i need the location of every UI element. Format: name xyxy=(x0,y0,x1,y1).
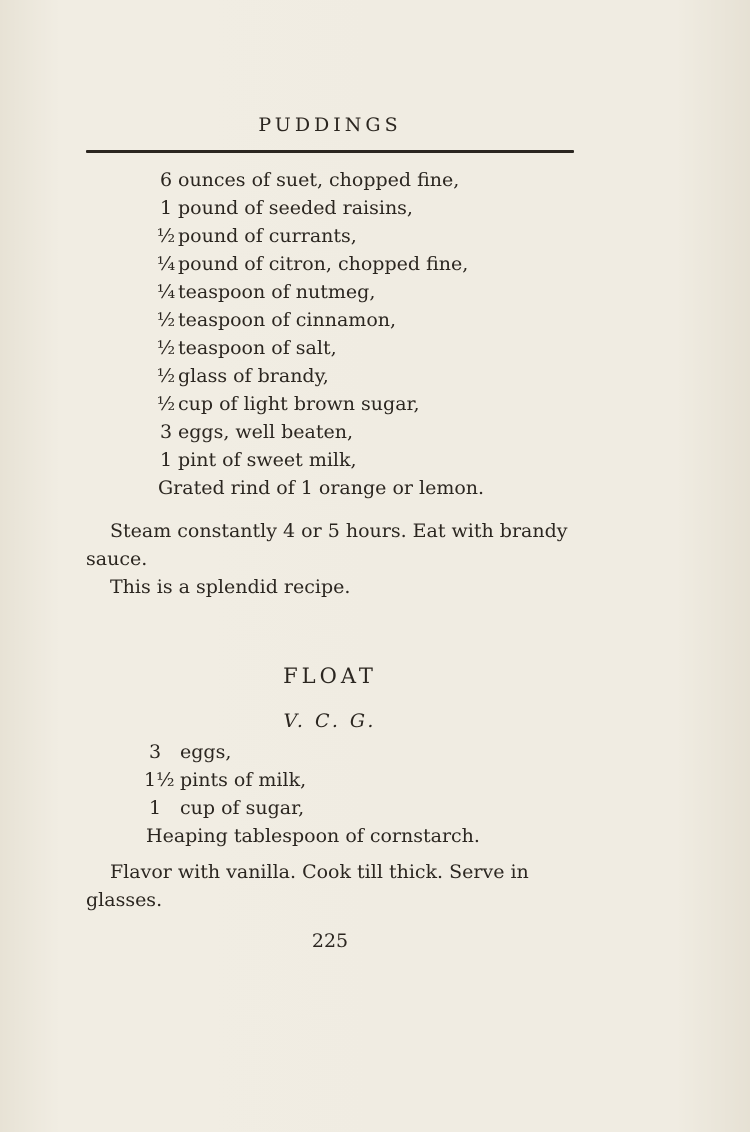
instruction-line: Flavor with vanilla. Cook till thick. Serve in xyxy=(110,861,529,883)
ingredient-text: pound of currants, xyxy=(178,225,357,247)
ingredient-qty: ½ xyxy=(156,365,176,387)
note-line: This is a splendid recipe. xyxy=(110,576,351,598)
ingredient-qty: ¼ xyxy=(156,281,176,303)
ingredient-qty: ½ xyxy=(156,337,176,359)
ingredient-text: cup of light brown sugar, xyxy=(178,393,420,415)
page-number: 225 xyxy=(311,930,349,952)
grated-rind-line: Grated rind of 1 orange or lemon. xyxy=(158,477,485,499)
ingredient-text: teaspoon of salt, xyxy=(178,337,337,359)
ingredient-text: pound of seeded raisins, xyxy=(178,197,413,219)
ingredient-text: cup of sugar, xyxy=(180,797,305,819)
ingredient-text: teaspoon of cinnamon, xyxy=(178,309,397,331)
ingredient-text: pint of sweet milk, xyxy=(178,449,357,471)
ingredient-text: ounces of suet, chopped fine, xyxy=(178,169,460,191)
ingredient-qty: 1 xyxy=(159,197,173,219)
ingredient-text: pound of citron, chopped fine, xyxy=(178,253,469,275)
ingredient-text: eggs, xyxy=(180,741,232,763)
ingredient-text: teaspoon of nutmeg, xyxy=(178,281,376,303)
instruction-line: Steam constantly 4 or 5 hours. Eat with brandy xyxy=(110,520,568,542)
heaping-line: Heaping tablespoon of cornstarch. xyxy=(146,825,480,847)
ingredient-qty: 1 xyxy=(159,449,173,471)
ingredient-qty: ¼ xyxy=(156,253,176,275)
ingredient-text: pints of milk, xyxy=(180,769,307,791)
ingredient-qty: ½ xyxy=(156,393,176,415)
recipe-title: FLOAT xyxy=(283,664,377,688)
ingredient-qty: ½ xyxy=(156,225,176,247)
recipe-author: V. C. G. xyxy=(283,710,377,732)
ingredient-qty: 1½ xyxy=(144,769,175,791)
ingredient-qty: 6 xyxy=(159,169,173,191)
ingredient-text: glass of brandy, xyxy=(178,365,329,387)
ingredient-qty: 1 xyxy=(148,797,162,819)
ingredient-qty: 3 xyxy=(148,741,162,763)
instruction-line: glasses. xyxy=(86,889,163,911)
ingredient-qty: ½ xyxy=(156,309,176,331)
ingredient-qty: 3 xyxy=(159,421,173,443)
ingredient-text: eggs, well beaten, xyxy=(178,421,353,443)
header-rule xyxy=(86,150,574,153)
running-header: PUDDINGS xyxy=(258,114,402,136)
instruction-line: sauce. xyxy=(86,548,148,570)
